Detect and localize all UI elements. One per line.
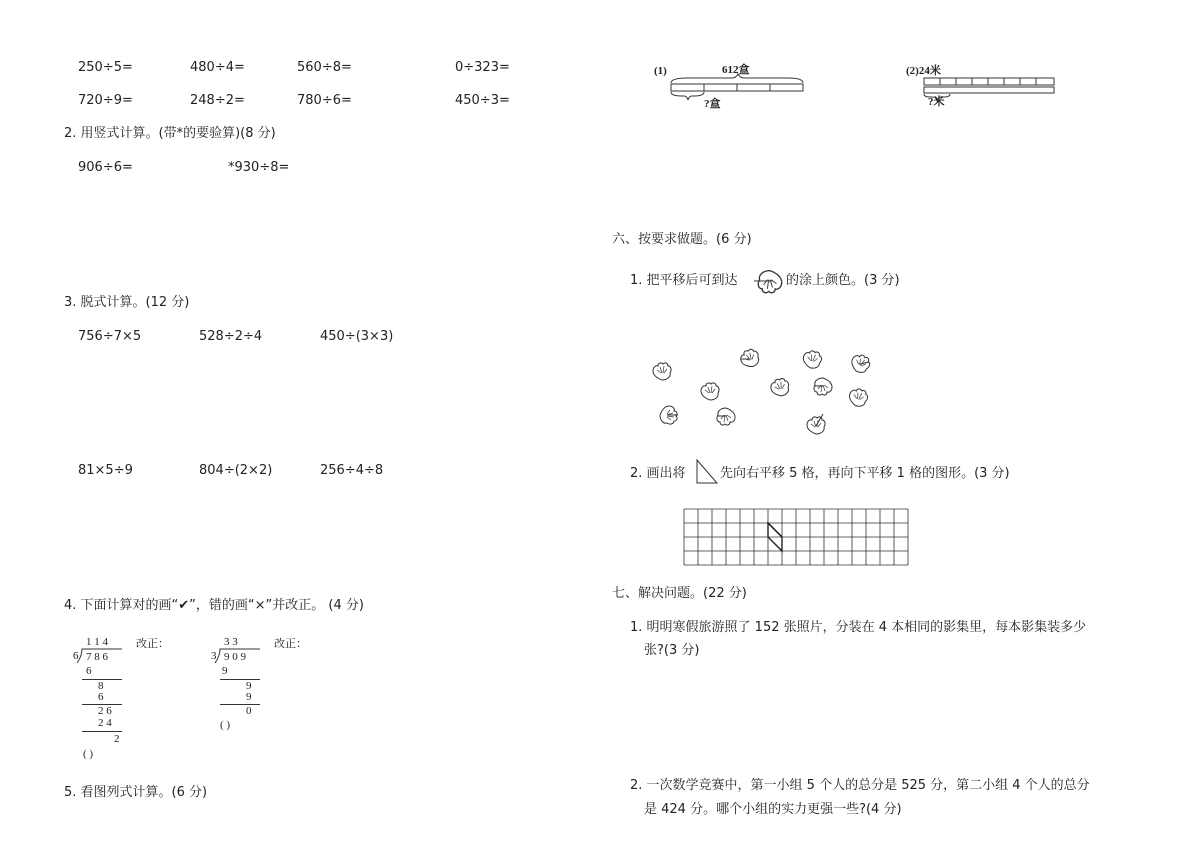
- div2-answer-paren: ( ): [220, 719, 231, 731]
- q3-expr-3: 450÷(3×3): [320, 329, 394, 344]
- oral-calc-4: 0÷323=: [455, 60, 510, 75]
- div2-step-3: 9: [246, 691, 252, 703]
- s7-q1-line1: 1. 明明寒假旅游照了 152 张照片，分装在 4 本相同的影集里，每本影集装多少: [630, 620, 1087, 635]
- q3-expr-2: 528÷2÷4: [199, 329, 263, 344]
- div1-divisor: 6: [73, 650, 79, 662]
- q2-title: 2. 用竖式计算。(带*的要验算)(8 分): [64, 126, 276, 141]
- div1-step-5: 2 4: [98, 717, 112, 729]
- div1-dividend: 7 8 6: [86, 651, 108, 663]
- leaf-2[interactable]: [738, 347, 761, 369]
- leaf-4[interactable]: [848, 352, 872, 376]
- oral-calc-2: 480÷4=: [190, 60, 245, 75]
- oral-calc-1: 250÷5=: [78, 60, 133, 75]
- div2-quotient: 3 3: [224, 636, 238, 648]
- leaf-10[interactable]: [717, 408, 735, 425]
- leaf-11[interactable]: [807, 414, 825, 434]
- div2-remainder: 0: [246, 705, 252, 717]
- oral-calc-8: 450÷3=: [455, 93, 510, 108]
- div1-remainder: 2: [114, 733, 120, 745]
- div2-step-1: 9: [222, 665, 228, 677]
- q2-problem-2: *930÷8=: [228, 160, 290, 175]
- q3-expr-1: 756÷7×5: [78, 329, 142, 344]
- q3-expr-5: 804÷(2×2): [199, 463, 273, 478]
- q3-expr-6: 256÷4÷8: [320, 463, 384, 478]
- leaf-6[interactable]: [770, 378, 791, 398]
- q3-title: 3. 脱式计算。(12 分): [64, 295, 190, 310]
- div2-step-2: 9: [246, 680, 252, 692]
- diagram1-unknown: ?盒: [704, 98, 721, 110]
- div1-step-2: 8: [98, 680, 104, 692]
- diagram1-total: 612盒: [722, 64, 750, 76]
- s7-q2-line2: 是 424 分。哪个小组的实力更强一些?(4 分): [644, 802, 902, 817]
- div1-correction-label: 改正：: [136, 638, 169, 650]
- s6-q1-text-a: 1. 把平移后可到达: [630, 273, 738, 288]
- diagram1-label: (1): [654, 65, 667, 77]
- diagram2-unknown: ?米: [928, 96, 945, 108]
- q5-title: 5. 看图列式计算。(6 分): [64, 785, 208, 800]
- div2-divisor: 3: [211, 650, 217, 662]
- oral-calc-3: 560÷8=: [297, 60, 352, 75]
- div2-rule-2: [220, 704, 260, 705]
- leaf-options: [640, 340, 880, 440]
- q4-title: 4. 下面计算对的画“✔”，错的画“×”并改正。 (4 分): [64, 598, 364, 613]
- div2-rule-1: [220, 679, 260, 680]
- oral-calc-5: 720÷9=: [78, 93, 133, 108]
- section6-title: 六、按要求做题。(6 分): [612, 232, 752, 247]
- div1-rule-3: [82, 731, 122, 732]
- div1-quotient: 1 1 4: [86, 636, 108, 648]
- div1-answer-paren: ( ): [83, 748, 94, 760]
- translation-grid[interactable]: [684, 509, 910, 567]
- div1-step-4: 2 6: [98, 705, 112, 717]
- s6-q1-text-b: 的涂上颜色。(3 分): [786, 273, 900, 288]
- section7-title: 七、解决问题。(22 分): [612, 586, 747, 601]
- div1-step-3: 6: [98, 691, 104, 703]
- leaf-1[interactable]: [653, 363, 671, 380]
- target-leaf-icon: [752, 266, 786, 296]
- div2-correction-label: 改正：: [274, 638, 307, 650]
- leaf-3[interactable]: [801, 349, 823, 370]
- triangle-icon: [695, 459, 721, 485]
- oral-calc-7: 780÷6=: [297, 93, 352, 108]
- leaf-7[interactable]: [814, 378, 832, 395]
- q2-problem-1: 906÷6=: [78, 160, 133, 175]
- q3-expr-4: 81×5÷9: [78, 463, 133, 478]
- leaf-9[interactable]: [660, 406, 678, 424]
- s6-q2-text-b: 先向右平移 5 格，再向下平移 1 格的图形。(3 分): [720, 466, 1010, 481]
- s7-q2-line1: 2. 一次数学竞赛中，第一小组 5 个人的总分是 525 分，第二小组 4 个人的总分: [630, 778, 1090, 793]
- s7-q1-line2: 张?(3 分): [644, 643, 700, 658]
- leaf-5[interactable]: [701, 383, 719, 400]
- diagram1-bars: [668, 74, 808, 102]
- s6-q2-text-a: 2. 画出将: [630, 466, 686, 481]
- leaf-8[interactable]: [847, 386, 870, 408]
- div1-step-1: 6: [86, 665, 92, 677]
- oral-calc-6: 248÷2=: [190, 93, 245, 108]
- diagram2-label: (2)24米: [906, 65, 941, 77]
- div2-dividend: 9 0 9: [224, 651, 246, 663]
